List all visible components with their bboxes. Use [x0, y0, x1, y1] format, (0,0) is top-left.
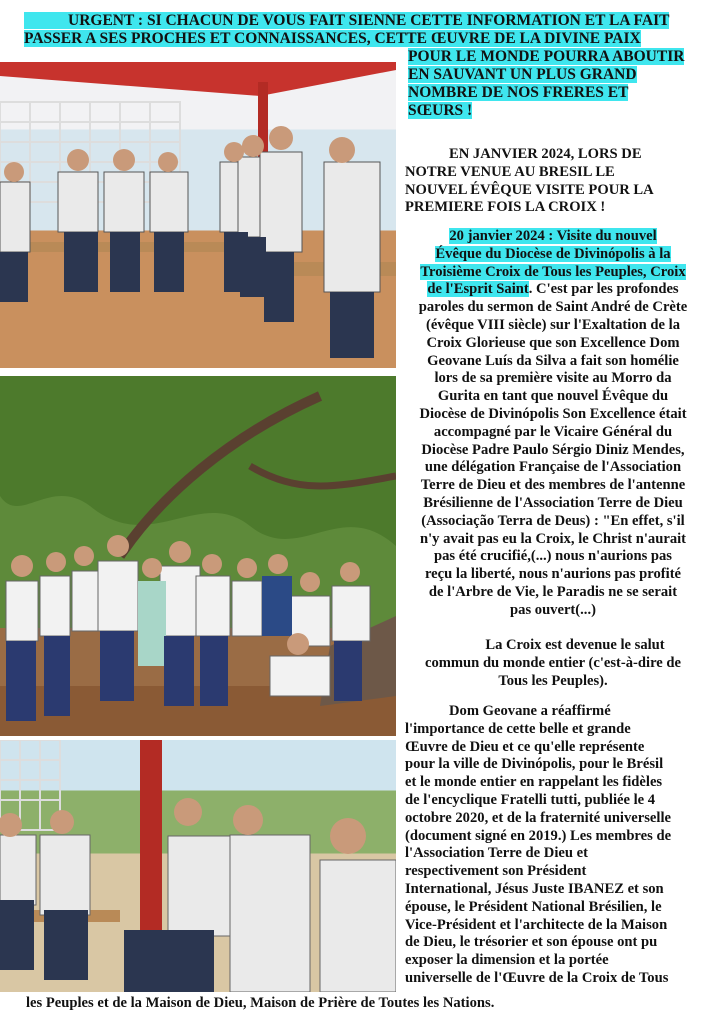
geovane-line: exposer la dimension et la portée [405, 952, 609, 969]
announce-line-1: EN JANVIER 2024, LORS DE [449, 146, 642, 162]
geovane-line: universelle de l'Œuvre de la Croix de Tous [405, 969, 669, 986]
paragraph-geovane [405, 703, 701, 988]
paragraph-salut [405, 637, 701, 690]
urgent-line-5: NOMBRE DE NOS FRERES ET [408, 84, 629, 101]
geovane-line: Œuvre de Dieu et ce qu'elle représente [405, 738, 645, 755]
photo-seated-bishop [0, 740, 396, 992]
photo-group-under-shelter [0, 62, 396, 368]
urgent-line-4: EN SAUVANT UN PLUS GRAND [408, 66, 637, 83]
article-body-line: Brésilienne de l'Association Terre de Dieu [423, 494, 683, 511]
urgent-line-6: SŒURS ! [408, 102, 473, 119]
geovane-line: de l'encyclique Fratelli tutti, publiée le 4 [405, 791, 656, 808]
urgent-line-3: POUR LE MONDE POURRA ABOUTIR [408, 48, 685, 65]
article-body-line: Gurita en tant que nouvel Évêque du [437, 388, 669, 405]
article-body-line: Geovane Luís da Silva a fait son homélie [427, 352, 679, 369]
geovane-line: Dom Geovane a réaffirmé [449, 703, 611, 719]
salut-line: commun du monde entier (c'est-à-dire de [424, 654, 682, 671]
article-body-line: Diocèse Padre Paulo Sérgio Diniz Mendes, [421, 441, 685, 458]
article-body-line: . C'est par les profondes [528, 281, 679, 298]
geovane-line: octobre 2020, et de la fraternité universelle [405, 809, 671, 826]
geovane-line: épouse, le Président National Brésilien, le [405, 898, 662, 915]
announce-line-3: NOUVEL ÉVÊQUE VISITE POUR LA [405, 181, 654, 198]
article-body-line: pas ouvert(...) [510, 601, 596, 618]
article-heading-line-4: de l'Esprit Saint [427, 281, 529, 298]
geovane-line: pour la ville de Divinópolis, pour le Brésil [405, 756, 664, 773]
salut-line: La Croix est devenue le salut [485, 637, 665, 653]
announce-line-2: NOTRE VENUE AU BRESIL LE [405, 163, 615, 180]
photo-group-under-tree [0, 376, 396, 736]
article-body-line: (Associação Terra de Deus) : "En effet, s'il [421, 512, 685, 529]
article-body-line: Diocèse de Divinópolis Son Excellence était [419, 405, 687, 422]
article-heading-line-1: 20 janvier 2024 : Visite du nouvel [449, 228, 657, 244]
salut-line: Tous les Peuples). [498, 672, 608, 689]
photo-3-illustration [0, 740, 396, 992]
article-body-line: une délégation Française de l'Association [424, 459, 682, 476]
article-body-line: Croix Glorieuse que son Excellence Dom [426, 334, 680, 351]
article-body-line: n'y avait pas eu la Croix, le Christ n'aurait [419, 530, 687, 547]
geovane-line: et le monde entier en rappelant les fidèles [405, 774, 663, 791]
geovane-line: l'Association Terre de Dieu et [405, 845, 588, 862]
article-body-line: de l'Arbre de Vie, le Paradis ne se serait [428, 583, 678, 600]
article-body-line: pas été crucifié,(...) nous n'aurions pas [434, 548, 672, 565]
article-body-line: reçu la liberté, nous n'aurions pas profité [424, 566, 682, 583]
article-body-line: accompagné par le Vicaire Général du [433, 423, 673, 440]
article-body-line: (évêque VIII siècle) sur l'Exaltation de la [425, 316, 681, 333]
announcement [405, 146, 701, 217]
article-body-line: paroles du sermon de Saint André de Crète [418, 299, 688, 316]
article-body-line: Terre de Dieu et des membres de l'antenne [420, 477, 686, 494]
geovane-line: (document signé en 2019.) Les membres de [405, 827, 672, 844]
closing-line: les Peuples et de la Maison de Dieu, Maison de Prière de Toutes les Nations. [26, 995, 495, 1011]
geovane-line: International, Jésus Juste IBANEZ et son [405, 880, 664, 897]
urgent-line-2: PASSER A SES PROCHES ET CONNAISSANCES, CETTE ŒUVRE DE LA DIVINE PAIX [24, 30, 641, 47]
photo-1-illustration [0, 62, 396, 368]
announce-line-4: PREMIERE FOIS LA CROIX ! [405, 199, 606, 216]
article-visit [405, 228, 701, 620]
article-body-line: lors de sa première visite au Morro da [434, 370, 672, 387]
geovane-line: de Dieu, le trésorier et son épouse ont pu [405, 934, 658, 951]
geovane-line: respectivement son Président [405, 863, 587, 880]
article-heading-line-3: Troisième Croix de Tous les Peuples, Croix [420, 263, 686, 280]
urgent-line-1: URGENT : SI CHACUN DE VOUS FAIT SIENNE CETTE INFORMATION ET LA FAIT [24, 12, 669, 29]
geovane-line: l'importance de cette belle et grande [405, 720, 631, 737]
geovane-line: Vice-Président et l'architecte de la Maison [405, 916, 668, 933]
article-heading-line-2: Évêque du Diocèse de Divinópolis à la [435, 245, 671, 262]
photo-2-illustration [0, 376, 396, 736]
